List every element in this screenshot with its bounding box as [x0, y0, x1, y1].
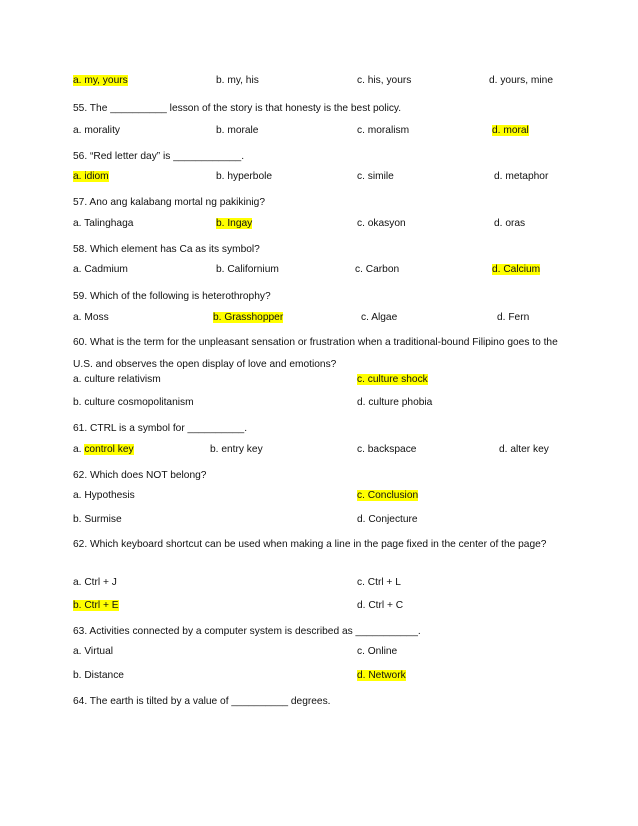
question-text: 64. The earth is tilted by a value of __________ degrees.	[73, 696, 331, 707]
question-text: 58. Which element has Ca as its symbol?	[73, 244, 260, 255]
answer-option	[73, 489, 135, 503]
option-text: a. Virtual	[73, 646, 114, 657]
answer-options-row	[0, 489, 638, 505]
answer-option	[357, 513, 418, 527]
option-text: b. Californium	[216, 264, 279, 275]
option-text: b. Ctrl + E	[73, 600, 119, 611]
option-text: c. culture shock	[357, 374, 428, 385]
answer-option	[494, 170, 548, 184]
answer-option	[73, 669, 124, 683]
option-text: c. moralism	[357, 125, 410, 136]
answer-option-highlighted	[357, 669, 406, 683]
answer-option	[497, 311, 529, 325]
option-text: d. Calcium	[492, 264, 541, 275]
option-text: a. Hypothesis	[73, 490, 135, 501]
answer-option-highlighted	[73, 599, 119, 613]
answer-options-row	[0, 576, 638, 592]
answer-option-highlighted	[73, 170, 109, 184]
answer-option	[357, 599, 403, 613]
option-text: c. Ctrl + L	[357, 577, 401, 588]
option-text: c. Algae	[361, 312, 398, 323]
option-text: d. metaphor	[494, 171, 549, 182]
answer-option	[357, 645, 397, 659]
answer-option-highlighted	[73, 443, 134, 457]
answer-options-row	[0, 263, 638, 279]
option-text: b. my, his	[216, 75, 259, 86]
answer-option	[216, 263, 279, 277]
option-text: a. Ctrl + J	[73, 577, 117, 588]
answer-option-highlighted	[492, 263, 540, 277]
option-text: c. Online	[357, 646, 398, 657]
answer-option-highlighted	[213, 311, 283, 325]
question-text: 56. “Red letter day” is ____________.	[73, 151, 245, 162]
option-text: a. morality	[73, 125, 120, 136]
answer-options-row	[0, 513, 638, 529]
answer-option	[73, 263, 128, 277]
answer-options-row	[0, 217, 638, 233]
option-text: b. Distance	[73, 670, 124, 681]
option-text: c. backspace	[357, 444, 417, 455]
answer-option	[489, 74, 553, 88]
answer-option	[357, 124, 409, 138]
answer-option	[357, 217, 406, 231]
answer-option	[73, 576, 117, 590]
answer-option	[357, 170, 394, 184]
answer-option	[73, 513, 122, 527]
option-text: c. his, yours	[357, 75, 412, 86]
answer-option	[499, 443, 549, 457]
option-text: b. morale	[216, 125, 259, 136]
option-text: a. Cadmium	[73, 264, 128, 275]
answer-option	[361, 311, 397, 325]
answer-option	[73, 396, 194, 410]
question-text: 59. Which of the following is heterothrophy?	[73, 291, 271, 302]
answer-option	[216, 170, 272, 184]
answer-option	[357, 443, 416, 457]
question-text: 60. What is the term for the unpleasant sensation or frustration when a traditional-bound Filipino goes to the U.S. and observes the open display of love and emotions?	[73, 337, 558, 370]
answer-options-row	[0, 74, 638, 90]
answer-option	[73, 311, 109, 325]
option-text: d. yours, mine	[489, 75, 553, 86]
answer-option	[73, 124, 120, 138]
answer-options-row	[0, 373, 638, 389]
option-text: b. Ingay	[216, 218, 253, 229]
answer-options-row	[0, 311, 638, 327]
option-text: b. entry key	[210, 444, 263, 455]
option-text: d. Network	[357, 670, 406, 681]
option-text: b. culture cosmopolitanism	[73, 397, 194, 408]
answer-option	[357, 74, 411, 88]
answer-options-row	[0, 170, 638, 186]
answer-option	[494, 217, 525, 231]
answer-options-row	[0, 396, 638, 412]
answer-option	[73, 217, 133, 231]
option-text: a. my, yours	[73, 75, 128, 86]
option-text: b. Grasshopper	[213, 312, 284, 323]
answer-option	[73, 373, 161, 387]
option-text: a. Talinghaga	[73, 218, 134, 229]
question-text: 57. Ano ang kalabang mortal ng pakikinig?	[73, 197, 265, 208]
answer-options-row	[0, 669, 638, 685]
answer-option-highlighted	[357, 489, 418, 503]
option-prefix: a.	[73, 444, 85, 455]
answer-option-highlighted	[216, 217, 252, 231]
question-text: 61. CTRL is a symbol for __________.	[73, 423, 248, 434]
option-text: a. Moss	[73, 312, 109, 323]
answer-option-highlighted	[357, 373, 428, 387]
option-text: d. culture phobia	[357, 397, 433, 408]
option-text: d. Fern	[497, 312, 530, 323]
answer-option	[73, 645, 113, 659]
option-text: d. oras	[494, 218, 526, 229]
option-text: a. culture relativism	[73, 374, 161, 385]
option-text: c. simile	[357, 171, 394, 182]
option-text: d. moral	[492, 125, 529, 136]
option-text: c. okasyon	[357, 218, 406, 229]
question-text: 62. Which keyboard shortcut can be used when making a line in the page fixed in the center of the page?	[73, 539, 547, 550]
option-text: c. Conclusion	[357, 490, 419, 501]
question-text: 63. Activities connected by a computer system is described as ___________.	[73, 626, 421, 637]
option-text: a. idiom	[73, 171, 109, 182]
answer-option-highlighted	[492, 124, 529, 138]
option-text: c. Carbon	[355, 264, 400, 275]
answer-options-row	[0, 599, 638, 615]
answer-option	[357, 576, 401, 590]
option-text: b. Surmise	[73, 514, 122, 525]
option-text: control key	[84, 444, 134, 455]
question-text: 62. Which does NOT belong?	[73, 470, 207, 481]
answer-options-row	[0, 124, 638, 140]
answer-option	[216, 74, 259, 88]
answer-option	[210, 443, 263, 457]
question-text: 55. The __________ lesson of the story is that honesty is the best policy.	[73, 103, 402, 114]
answer-option-highlighted	[73, 74, 128, 88]
option-text: d. Ctrl + C	[357, 600, 404, 611]
option-text: b. hyperbole	[216, 171, 273, 182]
answer-options-row	[0, 645, 638, 661]
answer-option	[355, 263, 399, 277]
answer-option	[357, 396, 432, 410]
answer-option	[216, 124, 258, 138]
option-text: d. alter key	[499, 444, 549, 455]
answer-options-row	[0, 443, 638, 459]
option-text: d. Conjecture	[357, 514, 418, 525]
